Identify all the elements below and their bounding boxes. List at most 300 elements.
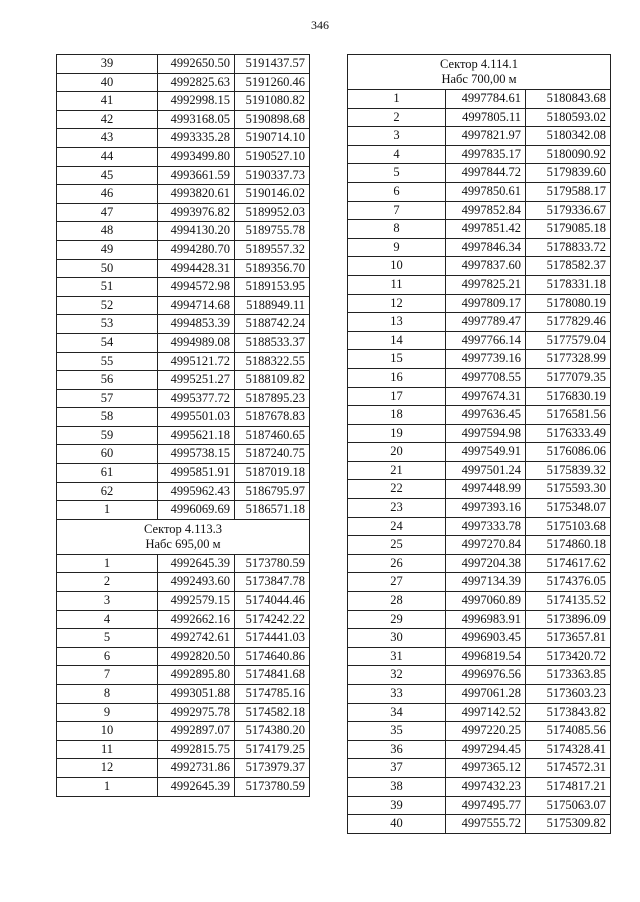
table-row xyxy=(348,387,611,406)
x-coordinate: 4997594.98 xyxy=(446,424,526,443)
point-number: 1 xyxy=(348,90,446,109)
point-number: 10 xyxy=(348,257,446,276)
table-row xyxy=(348,220,611,239)
x-coordinate: 4997220.25 xyxy=(446,722,526,741)
y-coordinate: 5177328.99 xyxy=(526,350,611,369)
table-row xyxy=(57,629,310,648)
table-row xyxy=(57,740,310,759)
x-coordinate: 4992645.39 xyxy=(158,554,235,573)
x-coordinate: 4997708.55 xyxy=(446,368,526,387)
table-row xyxy=(57,203,310,222)
y-coordinate: 5175103.68 xyxy=(526,517,611,536)
table-row xyxy=(348,647,611,666)
table-row xyxy=(348,201,611,220)
point-number: 3 xyxy=(348,127,446,146)
point-number: 57 xyxy=(57,389,158,408)
table-row xyxy=(57,685,310,704)
x-coordinate: 4997432.23 xyxy=(446,777,526,796)
point-number: 47 xyxy=(57,203,158,222)
x-coordinate: 4996069.69 xyxy=(158,501,235,520)
point-number: 55 xyxy=(57,352,158,371)
point-number: 52 xyxy=(57,296,158,315)
point-number: 60 xyxy=(57,445,158,464)
table-row xyxy=(348,424,611,443)
x-coordinate: 4997501.24 xyxy=(446,461,526,480)
table-row xyxy=(348,740,611,759)
table-row xyxy=(57,166,310,185)
x-coordinate: 4997837.60 xyxy=(446,257,526,276)
table-row xyxy=(348,443,611,462)
x-coordinate: 4992650.50 xyxy=(158,55,235,74)
x-coordinate: 4997555.72 xyxy=(446,815,526,834)
point-number: 39 xyxy=(57,55,158,74)
right-table-body xyxy=(348,55,611,834)
x-coordinate: 4992645.39 xyxy=(158,777,235,796)
point-number: 43 xyxy=(57,129,158,148)
table-row xyxy=(57,426,310,445)
y-coordinate: 5175309.82 xyxy=(526,815,611,834)
table-row xyxy=(348,666,611,685)
point-number: 14 xyxy=(348,331,446,350)
y-coordinate: 5174380.20 xyxy=(235,722,310,741)
y-coordinate: 5178331.18 xyxy=(526,275,611,294)
point-number: 59 xyxy=(57,426,158,445)
point-number: 51 xyxy=(57,278,158,297)
sector-height: Набс 695,00 м xyxy=(145,536,221,551)
table-row xyxy=(348,127,611,146)
table-row xyxy=(57,259,310,278)
x-coordinate: 4995621.18 xyxy=(158,426,235,445)
table-row xyxy=(57,110,310,129)
y-coordinate: 5174572.31 xyxy=(526,759,611,778)
x-coordinate: 4995851.91 xyxy=(158,464,235,483)
point-number: 2 xyxy=(57,573,158,592)
x-coordinate: 4994714.68 xyxy=(158,296,235,315)
point-number: 31 xyxy=(348,647,446,666)
point-number: 13 xyxy=(348,313,446,332)
y-coordinate: 5177579.04 xyxy=(526,331,611,350)
table-row xyxy=(57,722,310,741)
x-coordinate: 4992493.60 xyxy=(158,573,235,592)
x-coordinate: 4992731.86 xyxy=(158,759,235,778)
table-row xyxy=(348,703,611,722)
x-coordinate: 4994130.20 xyxy=(158,222,235,241)
table-row xyxy=(57,222,310,241)
table-row xyxy=(348,499,611,518)
x-coordinate: 4997852.84 xyxy=(446,201,526,220)
x-coordinate: 4992815.75 xyxy=(158,740,235,759)
table-row xyxy=(57,185,310,204)
y-coordinate: 5190146.02 xyxy=(235,185,310,204)
point-number: 24 xyxy=(348,517,446,536)
table-row xyxy=(348,257,611,276)
y-coordinate: 5173420.72 xyxy=(526,647,611,666)
x-coordinate: 4995501.03 xyxy=(158,408,235,427)
point-number: 46 xyxy=(57,185,158,204)
x-coordinate: 4997805.11 xyxy=(446,108,526,127)
x-coordinate: 4992662.16 xyxy=(158,610,235,629)
y-coordinate: 5174179.25 xyxy=(235,740,310,759)
point-number: 54 xyxy=(57,333,158,352)
x-coordinate: 4997495.77 xyxy=(446,796,526,815)
point-number: 20 xyxy=(348,443,446,462)
y-coordinate: 5188533.37 xyxy=(235,333,310,352)
point-number: 5 xyxy=(348,164,446,183)
y-coordinate: 5174044.46 xyxy=(235,592,310,611)
x-coordinate: 4997766.14 xyxy=(446,331,526,350)
x-coordinate: 4995377.72 xyxy=(158,389,235,408)
y-coordinate: 5177829.46 xyxy=(526,313,611,332)
x-coordinate: 4997789.47 xyxy=(446,313,526,332)
y-coordinate: 5191437.57 xyxy=(235,55,310,74)
sector-header-row xyxy=(348,55,611,90)
point-number: 4 xyxy=(348,145,446,164)
table-row xyxy=(57,759,310,778)
y-coordinate: 5175063.07 xyxy=(526,796,611,815)
y-coordinate: 5178080.19 xyxy=(526,294,611,313)
point-number: 8 xyxy=(348,220,446,239)
y-coordinate: 5173847.78 xyxy=(235,573,310,592)
point-number: 37 xyxy=(348,759,446,778)
y-coordinate: 5174640.86 xyxy=(235,647,310,666)
table-row xyxy=(348,108,611,127)
table-row xyxy=(348,517,611,536)
y-coordinate: 5187678.83 xyxy=(235,408,310,427)
y-coordinate: 5188742.24 xyxy=(235,315,310,334)
y-coordinate: 5189952.03 xyxy=(235,203,310,222)
x-coordinate: 4992998.15 xyxy=(158,92,235,111)
x-coordinate: 4992825.63 xyxy=(158,73,235,92)
x-coordinate: 4997142.52 xyxy=(446,703,526,722)
table-row xyxy=(348,554,611,573)
y-coordinate: 5173780.59 xyxy=(235,777,310,796)
y-coordinate: 5188322.55 xyxy=(235,352,310,371)
y-coordinate: 5179085.18 xyxy=(526,220,611,239)
x-coordinate: 4993976.82 xyxy=(158,203,235,222)
point-number: 6 xyxy=(57,647,158,666)
point-number: 5 xyxy=(57,629,158,648)
x-coordinate: 4994280.70 xyxy=(158,240,235,259)
y-coordinate: 5173979.37 xyxy=(235,759,310,778)
y-coordinate: 5180843.68 xyxy=(526,90,611,109)
x-coordinate: 4992579.15 xyxy=(158,592,235,611)
table-row xyxy=(348,238,611,257)
table-row xyxy=(348,331,611,350)
point-number: 1 xyxy=(57,777,158,796)
y-coordinate: 5173657.81 xyxy=(526,629,611,648)
y-coordinate: 5173363.85 xyxy=(526,666,611,685)
y-coordinate: 5174617.62 xyxy=(526,554,611,573)
point-number: 58 xyxy=(57,408,158,427)
x-coordinate: 4995121.72 xyxy=(158,352,235,371)
y-coordinate: 5186795.97 xyxy=(235,482,310,501)
table-row xyxy=(348,145,611,164)
point-number: 38 xyxy=(348,777,446,796)
y-coordinate: 5179839.60 xyxy=(526,164,611,183)
point-number: 56 xyxy=(57,371,158,390)
table-row xyxy=(57,371,310,390)
x-coordinate: 4997365.12 xyxy=(446,759,526,778)
x-coordinate: 4997850.61 xyxy=(446,182,526,201)
point-number: 9 xyxy=(57,703,158,722)
table-row xyxy=(57,389,310,408)
x-coordinate: 4992897.07 xyxy=(158,722,235,741)
y-coordinate: 5191080.82 xyxy=(235,92,310,111)
y-coordinate: 5186571.18 xyxy=(235,501,310,520)
table-row xyxy=(348,610,611,629)
table-row xyxy=(57,666,310,685)
y-coordinate: 5174441.03 xyxy=(235,629,310,648)
table-row xyxy=(348,480,611,499)
page-number: 346 xyxy=(311,18,329,32)
y-coordinate: 5177079.35 xyxy=(526,368,611,387)
table-row xyxy=(57,482,310,501)
point-number: 7 xyxy=(57,666,158,685)
x-coordinate: 4993661.59 xyxy=(158,166,235,185)
point-number: 11 xyxy=(348,275,446,294)
x-coordinate: 4997844.72 xyxy=(446,164,526,183)
point-number: 19 xyxy=(348,424,446,443)
table-row xyxy=(348,815,611,834)
y-coordinate: 5189356.70 xyxy=(235,259,310,278)
point-number: 61 xyxy=(57,464,158,483)
point-number: 18 xyxy=(348,406,446,425)
y-coordinate: 5191260.46 xyxy=(235,73,310,92)
table-row xyxy=(348,796,611,815)
table-row xyxy=(348,313,611,332)
y-coordinate: 5187240.75 xyxy=(235,445,310,464)
sector-header xyxy=(348,55,611,90)
point-number: 11 xyxy=(57,740,158,759)
x-coordinate: 4992742.61 xyxy=(158,629,235,648)
point-number: 29 xyxy=(348,610,446,629)
table-row xyxy=(57,333,310,352)
y-coordinate: 5180342.08 xyxy=(526,127,611,146)
x-coordinate: 4995738.15 xyxy=(158,445,235,464)
x-coordinate: 4993335.28 xyxy=(158,129,235,148)
sector-height: Набс 700,00 м xyxy=(441,72,517,86)
table-row xyxy=(57,573,310,592)
point-number: 49 xyxy=(57,240,158,259)
y-coordinate: 5176830.19 xyxy=(526,387,611,406)
x-coordinate: 4997294.45 xyxy=(446,740,526,759)
point-number: 23 xyxy=(348,499,446,518)
x-coordinate: 4997549.91 xyxy=(446,443,526,462)
x-coordinate: 4993820.61 xyxy=(158,185,235,204)
y-coordinate: 5189755.78 xyxy=(235,222,310,241)
point-number: 39 xyxy=(348,796,446,815)
y-coordinate: 5174582.18 xyxy=(235,703,310,722)
point-number: 2 xyxy=(348,108,446,127)
x-coordinate: 4997060.89 xyxy=(446,592,526,611)
y-coordinate: 5173843.82 xyxy=(526,703,611,722)
table-row xyxy=(57,777,310,796)
point-number: 41 xyxy=(57,92,158,111)
x-coordinate: 4992820.50 xyxy=(158,647,235,666)
table-row xyxy=(348,777,611,796)
table-row xyxy=(57,129,310,148)
point-number: 42 xyxy=(57,110,158,129)
table-row xyxy=(57,240,310,259)
point-number: 8 xyxy=(57,685,158,704)
sector-header xyxy=(57,519,310,554)
x-coordinate: 4997270.84 xyxy=(446,536,526,555)
y-coordinate: 5187895.23 xyxy=(235,389,310,408)
point-number: 22 xyxy=(348,480,446,499)
point-number: 12 xyxy=(348,294,446,313)
table-row xyxy=(57,73,310,92)
y-coordinate: 5174328.41 xyxy=(526,740,611,759)
y-coordinate: 5174860.18 xyxy=(526,536,611,555)
table-row xyxy=(57,501,310,520)
x-coordinate: 4996903.45 xyxy=(446,629,526,648)
y-coordinate: 5178582.37 xyxy=(526,257,611,276)
y-coordinate: 5173603.23 xyxy=(526,685,611,704)
y-coordinate: 5190337.73 xyxy=(235,166,310,185)
x-coordinate: 4997809.17 xyxy=(446,294,526,313)
x-coordinate: 4997636.45 xyxy=(446,406,526,425)
x-coordinate: 4997393.16 xyxy=(446,499,526,518)
y-coordinate: 5179336.67 xyxy=(526,201,611,220)
table-row xyxy=(348,536,611,555)
point-number: 33 xyxy=(348,685,446,704)
point-number: 9 xyxy=(348,238,446,257)
x-coordinate: 4992975.78 xyxy=(158,703,235,722)
y-coordinate: 5178833.72 xyxy=(526,238,611,257)
point-number: 3 xyxy=(57,592,158,611)
point-number: 10 xyxy=(57,722,158,741)
point-number: 45 xyxy=(57,166,158,185)
y-coordinate: 5176086.06 xyxy=(526,443,611,462)
x-coordinate: 4997674.31 xyxy=(446,387,526,406)
x-coordinate: 4995962.43 xyxy=(158,482,235,501)
table-row xyxy=(348,722,611,741)
x-coordinate: 4996819.54 xyxy=(446,647,526,666)
point-number: 35 xyxy=(348,722,446,741)
x-coordinate: 4997204.38 xyxy=(446,554,526,573)
y-coordinate: 5187460.65 xyxy=(235,426,310,445)
left-table-body xyxy=(57,55,310,797)
table-row xyxy=(57,408,310,427)
table-row xyxy=(348,759,611,778)
x-coordinate: 4997333.78 xyxy=(446,517,526,536)
point-number: 62 xyxy=(57,482,158,501)
point-number: 4 xyxy=(57,610,158,629)
point-number: 44 xyxy=(57,147,158,166)
point-number: 34 xyxy=(348,703,446,722)
table-row xyxy=(57,315,310,334)
x-coordinate: 4993499.80 xyxy=(158,147,235,166)
x-coordinate: 4994572.98 xyxy=(158,278,235,297)
y-coordinate: 5190714.10 xyxy=(235,129,310,148)
x-coordinate: 4997825.21 xyxy=(446,275,526,294)
x-coordinate: 4997821.97 xyxy=(446,127,526,146)
y-coordinate: 5173780.59 xyxy=(235,554,310,573)
table-row xyxy=(57,147,310,166)
table-row xyxy=(348,685,611,704)
table-row xyxy=(57,352,310,371)
point-number: 25 xyxy=(348,536,446,555)
x-coordinate: 4997061.28 xyxy=(446,685,526,704)
y-coordinate: 5190527.10 xyxy=(235,147,310,166)
point-number: 40 xyxy=(57,73,158,92)
point-number: 1 xyxy=(57,501,158,520)
x-coordinate: 4997846.34 xyxy=(446,238,526,257)
sector-header-row xyxy=(57,519,310,554)
table-row xyxy=(57,554,310,573)
point-number: 12 xyxy=(57,759,158,778)
table-row xyxy=(348,294,611,313)
point-number: 15 xyxy=(348,350,446,369)
table-row xyxy=(348,461,611,480)
point-number: 26 xyxy=(348,554,446,573)
table-row xyxy=(348,90,611,109)
y-coordinate: 5175348.07 xyxy=(526,499,611,518)
x-coordinate: 4994428.31 xyxy=(158,259,235,278)
x-coordinate: 4993051.88 xyxy=(158,685,235,704)
point-number: 48 xyxy=(57,222,158,241)
y-coordinate: 5174135.52 xyxy=(526,592,611,611)
y-coordinate: 5174376.05 xyxy=(526,573,611,592)
table-row xyxy=(57,92,310,111)
y-coordinate: 5179588.17 xyxy=(526,182,611,201)
y-coordinate: 5180090.92 xyxy=(526,145,611,164)
table-row xyxy=(348,350,611,369)
point-number: 27 xyxy=(348,573,446,592)
sector-title: Сектор 4.114.1 xyxy=(440,57,518,71)
y-coordinate: 5174085.56 xyxy=(526,722,611,741)
x-coordinate: 4997851.42 xyxy=(446,220,526,239)
table-row xyxy=(348,592,611,611)
point-number: 30 xyxy=(348,629,446,648)
x-coordinate: 4995251.27 xyxy=(158,371,235,390)
x-coordinate: 4997448.99 xyxy=(446,480,526,499)
point-number: 28 xyxy=(348,592,446,611)
y-coordinate: 5176333.49 xyxy=(526,424,611,443)
point-number: 17 xyxy=(348,387,446,406)
table-row xyxy=(57,610,310,629)
x-coordinate: 4993168.05 xyxy=(158,110,235,129)
right-coordinates-table xyxy=(347,54,611,834)
table-row xyxy=(348,275,611,294)
y-coordinate: 5174817.21 xyxy=(526,777,611,796)
y-coordinate: 5189153.95 xyxy=(235,278,310,297)
table-row xyxy=(57,647,310,666)
table-row xyxy=(348,406,611,425)
table-row xyxy=(348,164,611,183)
point-number: 6 xyxy=(348,182,446,201)
point-number: 50 xyxy=(57,259,158,278)
point-number: 53 xyxy=(57,315,158,334)
y-coordinate: 5180593.02 xyxy=(526,108,611,127)
table-row xyxy=(348,629,611,648)
y-coordinate: 5187019.18 xyxy=(235,464,310,483)
y-coordinate: 5188949.11 xyxy=(235,296,310,315)
table-row xyxy=(348,368,611,387)
x-coordinate: 4997134.39 xyxy=(446,573,526,592)
y-coordinate: 5174242.22 xyxy=(235,610,310,629)
point-number: 1 xyxy=(57,554,158,573)
point-number: 16 xyxy=(348,368,446,387)
x-coordinate: 4994853.39 xyxy=(158,315,235,334)
y-coordinate: 5189557.32 xyxy=(235,240,310,259)
x-coordinate: 4997835.17 xyxy=(446,145,526,164)
table-row xyxy=(57,592,310,611)
x-coordinate: 4997784.61 xyxy=(446,90,526,109)
y-coordinate: 5188109.82 xyxy=(235,371,310,390)
table-row xyxy=(57,445,310,464)
y-coordinate: 5175593.30 xyxy=(526,480,611,499)
